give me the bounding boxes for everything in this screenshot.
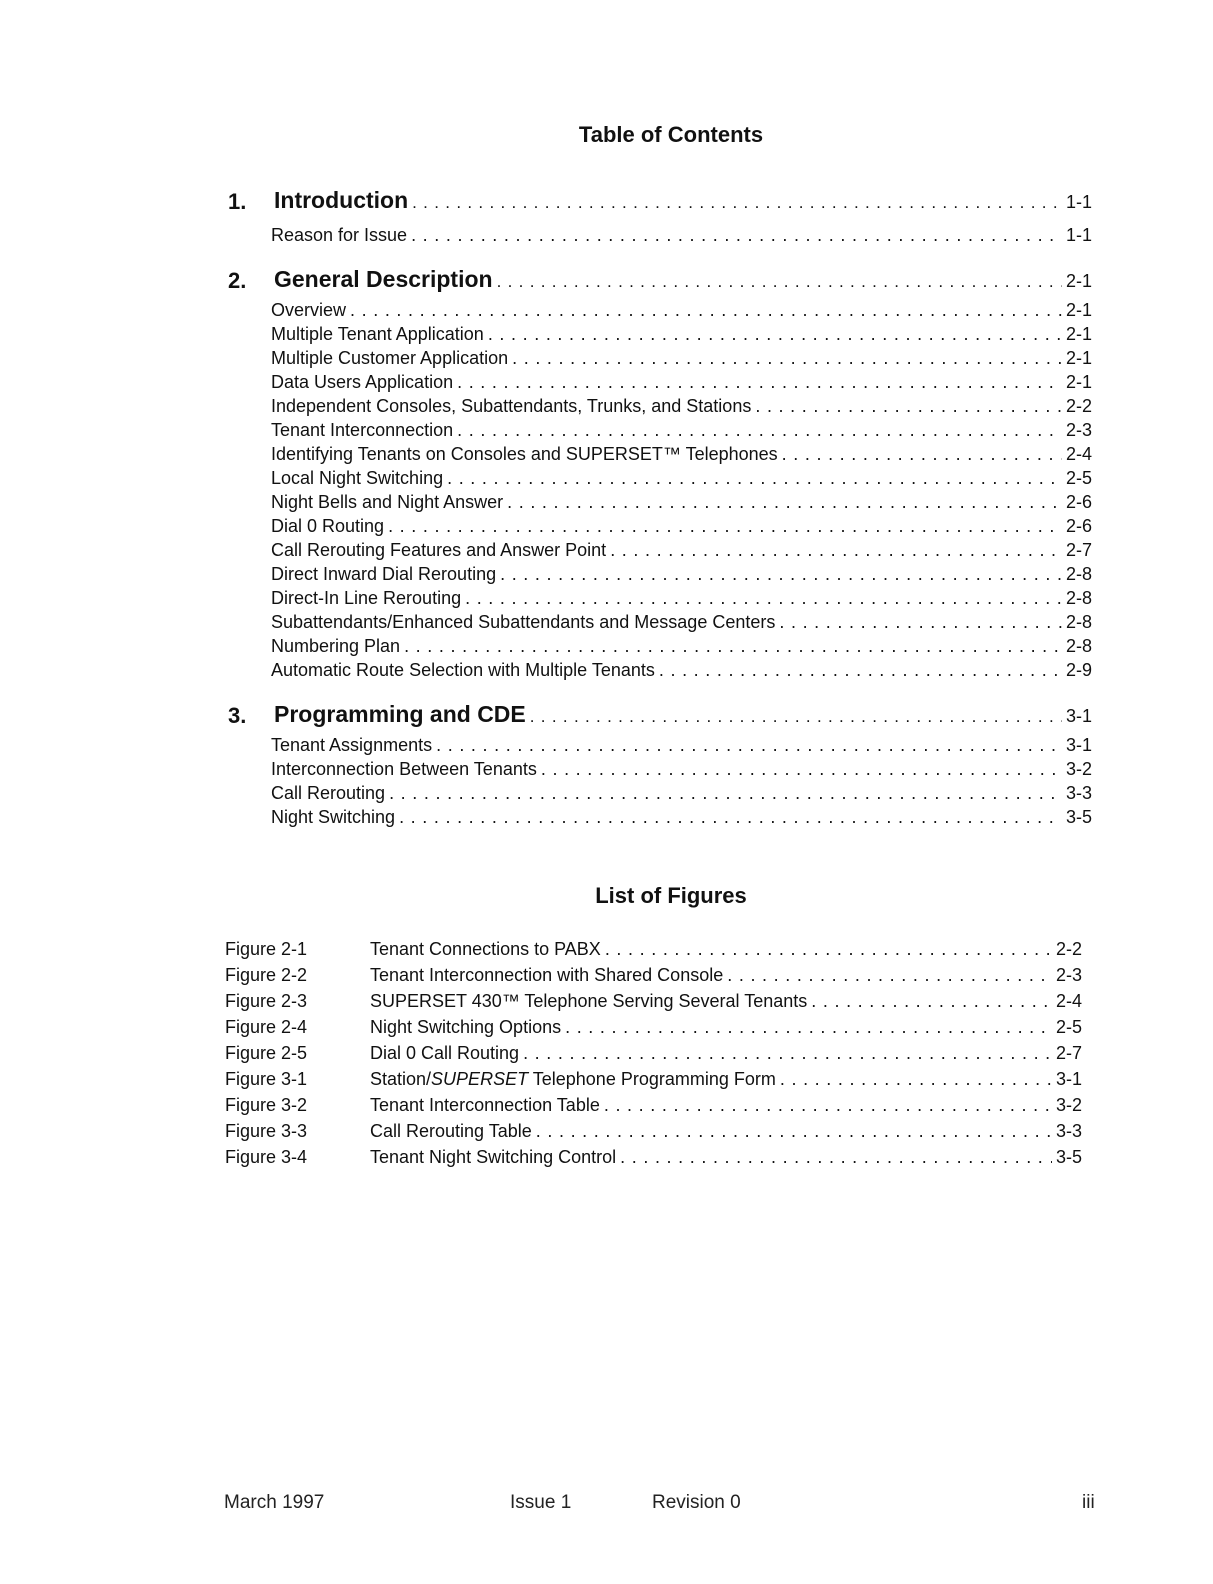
figure-page: 3-5 [1055, 1147, 1082, 1167]
entry-title: Night Bells and Night Answer [271, 492, 504, 512]
figure-title: Tenant Interconnection with Shared Console [370, 965, 724, 985]
dot-leader [512, 348, 1062, 369]
figure-title-italic: SUPERSET [431, 1069, 529, 1089]
figure-entry[interactable] [370, 965, 1082, 986]
entry-page: 2-8 [1065, 564, 1092, 584]
dot-leader [436, 735, 1062, 756]
figure-title [370, 1069, 776, 1090]
figure-page: 3-2 [1055, 1095, 1082, 1115]
entry-title: Numbering Plan [271, 636, 401, 656]
entry-page: 3-2 [1065, 759, 1092, 779]
dot-leader [779, 612, 1062, 633]
entry-page: 2-6 [1065, 492, 1092, 512]
toc-entry[interactable] [271, 492, 1092, 513]
entry-page: 2-2 [1065, 396, 1092, 416]
figures-title: List of Figures [595, 883, 747, 908]
toc-entry[interactable] [271, 348, 1092, 369]
toc-entry[interactable] [271, 444, 1092, 465]
toc-entry[interactable] [271, 759, 1092, 780]
figure-entry[interactable] [370, 1069, 1082, 1090]
toc-entry[interactable] [271, 420, 1092, 441]
toc-entry[interactable] [271, 300, 1092, 321]
figure-number: Figure 2-2 [225, 965, 308, 985]
entry-title: Tenant Interconnection [271, 420, 454, 440]
figure-number: Figure 2-5 [225, 1043, 308, 1063]
dot-leader [404, 636, 1062, 657]
entry-title: Call Rerouting [271, 783, 386, 803]
dot-leader [620, 1147, 1052, 1168]
entry-title: Reason for Issue [271, 225, 408, 245]
figure-title: Tenant Connections to PABX [370, 939, 601, 959]
dot-leader [457, 372, 1062, 393]
entry-title: Multiple Tenant Application [271, 324, 484, 344]
dot-leader [488, 324, 1062, 345]
toc-entry[interactable] [271, 564, 1092, 585]
entry-title: Night Switching [271, 807, 396, 827]
chapter-1-title: Introduction [274, 187, 409, 213]
entry-title: Data Users Application [271, 372, 454, 392]
entry-page: 3-5 [1065, 807, 1092, 827]
figure-entry[interactable] [370, 1095, 1082, 1116]
entry-title: Independent Consoles, Subattendants, Trunks, and Stations [271, 396, 752, 416]
figure-page: 3-1 [1055, 1069, 1082, 1089]
chapter-2-number: 2. [228, 268, 247, 293]
figure-number: Figure 3-3 [225, 1121, 308, 1141]
footer-date: March 1997 [224, 1492, 325, 1513]
toc-entry[interactable] [271, 372, 1092, 393]
toc-entry[interactable] [271, 636, 1092, 657]
dot-leader [523, 1043, 1052, 1064]
figure-page: 2-3 [1055, 965, 1082, 985]
toc-entry[interactable] [271, 396, 1092, 417]
figure-title: Call Rerouting Table [370, 1121, 532, 1141]
dot-leader [350, 300, 1062, 321]
figure-number: Figure 2-3 [225, 991, 308, 1011]
entry-page: 2-8 [1065, 636, 1092, 656]
entry-title: Multiple Customer Application [271, 348, 509, 368]
toc-entry[interactable] [271, 660, 1092, 681]
entry-page: 2-1 [1065, 300, 1092, 320]
toc-entry[interactable] [271, 807, 1092, 828]
dot-leader [605, 939, 1052, 960]
dot-leader [565, 1017, 1052, 1038]
toc-entry[interactable] [271, 324, 1092, 345]
figure-title: Night Switching Options [370, 1017, 562, 1037]
dot-leader [610, 540, 1062, 561]
toc-entry[interactable] [271, 735, 1092, 756]
entry-page: 2-9 [1065, 660, 1092, 680]
entry-page: 2-1 [1065, 348, 1092, 368]
toc-entry[interactable] [271, 540, 1092, 561]
entry-page: 2-7 [1065, 540, 1092, 560]
figure-title-prefix: Station/ [370, 1069, 432, 1089]
toc-entry[interactable] [271, 612, 1092, 633]
entry-page: 3-3 [1065, 783, 1092, 803]
entry-title: Call Rerouting Features and Answer Point [271, 540, 607, 560]
dot-leader [389, 783, 1062, 804]
dot-leader [727, 965, 1052, 986]
entry-title: Interconnection Between Tenants [271, 759, 537, 779]
entry-page: 2-3 [1065, 420, 1092, 440]
entry-title: Direct-In Line Rerouting [271, 588, 462, 608]
footer-issue: Issue 1 [510, 1492, 572, 1513]
figure-title-suffix: Telephone Programming Form [528, 1069, 776, 1089]
figure-number: Figure 2-1 [225, 939, 308, 959]
toc-entry[interactable] [271, 783, 1092, 804]
toc-chapter-2[interactable] [274, 266, 1092, 293]
entry-title: Dial 0 Routing [271, 516, 385, 536]
figure-title: Tenant Interconnection Table [370, 1095, 600, 1115]
entry-title: Subattendants/Enhanced Subattendants and Message Centers [271, 612, 776, 632]
dot-leader [388, 516, 1062, 537]
chapter-3-number: 3. [228, 703, 247, 728]
dot-leader [412, 187, 1062, 214]
dot-leader [465, 588, 1062, 609]
figure-entry[interactable] [370, 1043, 1082, 1064]
dot-leader [399, 807, 1062, 828]
dot-leader [530, 701, 1062, 728]
dot-leader [541, 759, 1062, 780]
figure-number: Figure 2-4 [225, 1017, 308, 1037]
chapter-1-number: 1. [228, 189, 247, 214]
dot-leader [497, 266, 1062, 293]
entry-page: 2-8 [1065, 612, 1092, 632]
entry-page: 2-5 [1065, 468, 1092, 488]
footer-revision: Revision 0 [652, 1492, 741, 1513]
entry-page: 3-1 [1065, 735, 1092, 755]
chapter-2-title: General Description [274, 266, 493, 292]
dot-leader [447, 468, 1062, 489]
figure-page: 2-2 [1055, 939, 1082, 959]
figure-number: Figure 3-4 [225, 1147, 308, 1167]
footer-page-number: iii [1082, 1492, 1095, 1513]
entry-page: 2-1 [1065, 372, 1092, 392]
entry-title: Identifying Tenants on Consoles and SUPERSET™ Telephones [271, 444, 778, 464]
entry-page: 2-4 [1065, 444, 1092, 464]
dot-leader [782, 444, 1062, 465]
figure-number: Figure 3-2 [225, 1095, 308, 1115]
figure-entry[interactable] [370, 1121, 1082, 1142]
toc-entry[interactable] [271, 225, 1092, 246]
chapter-3-page: 3-1 [1065, 706, 1092, 726]
figure-page: 2-4 [1055, 991, 1082, 1011]
figure-title: Dial 0 Call Routing [370, 1043, 520, 1063]
entry-page: 2-1 [1065, 324, 1092, 344]
figure-entry[interactable] [370, 991, 1082, 1012]
toc-entry[interactable] [271, 468, 1092, 489]
figure-title: Tenant Night Switching Control [370, 1147, 617, 1167]
toc-entry[interactable] [271, 516, 1092, 537]
figure-page: 2-7 [1055, 1043, 1082, 1063]
figure-title: SUPERSET 430™ Telephone Serving Several Tenants [370, 991, 808, 1011]
entry-title: Tenant Assignments [271, 735, 433, 755]
entry-page: 2-6 [1065, 516, 1092, 536]
toc-entry[interactable] [271, 588, 1092, 609]
figure-entry[interactable] [370, 1147, 1082, 1168]
dot-leader [411, 225, 1062, 246]
figure-page: 2-5 [1055, 1017, 1082, 1037]
dot-leader [755, 396, 1062, 417]
entry-page: 2-8 [1065, 588, 1092, 608]
dot-leader [780, 1069, 1052, 1090]
figure-entry[interactable] [370, 1017, 1082, 1038]
figure-page: 3-3 [1055, 1121, 1082, 1141]
figure-entry[interactable] [370, 939, 1082, 960]
chapter-2-page: 2-1 [1065, 271, 1092, 291]
entry-title: Direct Inward Dial Rerouting [271, 564, 497, 584]
dot-leader [507, 492, 1062, 513]
dot-leader [457, 420, 1062, 441]
toc-chapter-1[interactable] [274, 187, 1092, 214]
entry-title: Automatic Route Selection with Multiple Tenants [271, 660, 655, 680]
chapter-1-page: 1-1 [1065, 192, 1092, 212]
dot-leader [811, 991, 1052, 1012]
entry-page: 1-1 [1065, 225, 1092, 245]
toc-title: Table of Contents [578, 122, 764, 147]
dot-leader [536, 1121, 1052, 1142]
entry-title: Overview [271, 300, 347, 320]
chapter-3-title: Programming and CDE [274, 701, 526, 727]
entry-title: Local Night Switching [271, 468, 444, 488]
toc-chapter-3[interactable] [274, 701, 1092, 728]
figure-number: Figure 3-1 [225, 1069, 308, 1089]
dot-leader [500, 564, 1062, 585]
dot-leader [604, 1095, 1052, 1116]
dot-leader [659, 660, 1062, 681]
